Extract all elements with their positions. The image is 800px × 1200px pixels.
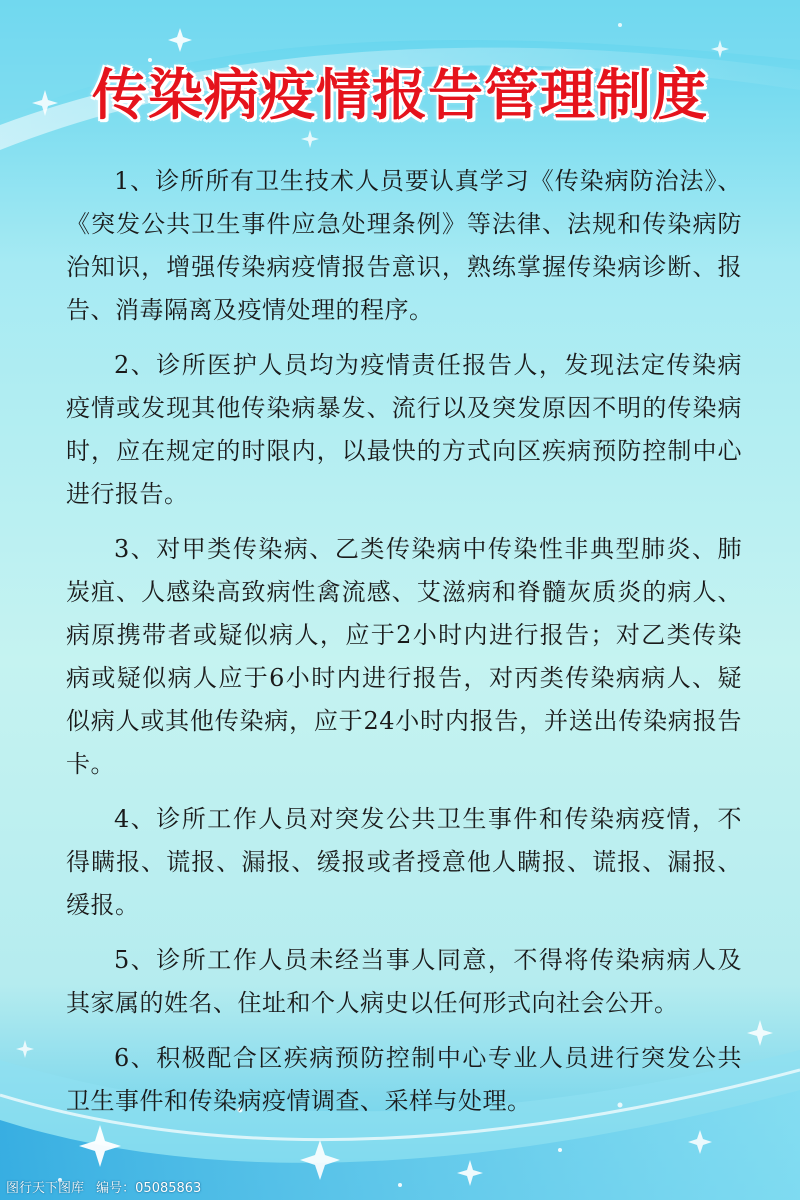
regulation-item-2: 2、诊所医护人员均为疫情责任报告人，发现法定传染病疫情或发现其他传染病暴发、流行以及突发原因不明的传染病时，应在规定的时限内，以最快的方式向区疾病预防控制中心进行报告。	[66, 351, 742, 508]
regulation-item-6: 6、积极配合区疾病预防控制中心专业人员进行突发公共卫生事件和传染病疫情调查、采样与处理。	[66, 1044, 742, 1115]
watermark-site: 图行天下图库	[6, 1181, 85, 1196]
regulation-item-5: 5、诊所工作人员未经当事人同意，不得将传染病病人及其家属的姓名、住址和个人病史以任何形式向社会公开。	[66, 946, 742, 1017]
page-title: 传染病疫情报告管理制度	[91, 63, 708, 127]
regulation-item-4: 4、诊所工作人员对突发公共卫生事件和传染病疫情，不得瞒报、谎报、漏报、缓报或者授意他人瞒报、谎报、漏报、缓报。	[66, 805, 742, 919]
star-icon	[301, 130, 319, 148]
star-icon	[747, 1020, 773, 1046]
regulation-item-3: 3、对甲类传染病、乙类传染病中传染性非典型肺炎、肺炭疽、人感染高致病性禽流感、艾滋病和脊髓灰质炎的病人、病原携带者或疑似病人，应于2小时内进行报告；对乙类传染病或疑似病人应于6小时内进行报告，对丙类传染病病人、疑似病人或其他传染病，应于24小时内报告，并送出传染病报告卡。	[66, 535, 742, 778]
watermark	[6, 1177, 209, 1196]
regulation-body	[66, 160, 742, 1135]
star-icon	[16, 1040, 34, 1058]
regulation-item-1: 1、诊所所有卫生技术人员要认真学习《传染病防治法》、《突发公共卫生事件应急处理条例》等法律、法规和传染病防治知识，增强传染病疫情报告意识，熟练掌握传染病诊断、报告、消毒隔离及疫情处理的程序。	[66, 167, 742, 324]
watermark-id: 编号：05085863	[96, 1181, 202, 1196]
